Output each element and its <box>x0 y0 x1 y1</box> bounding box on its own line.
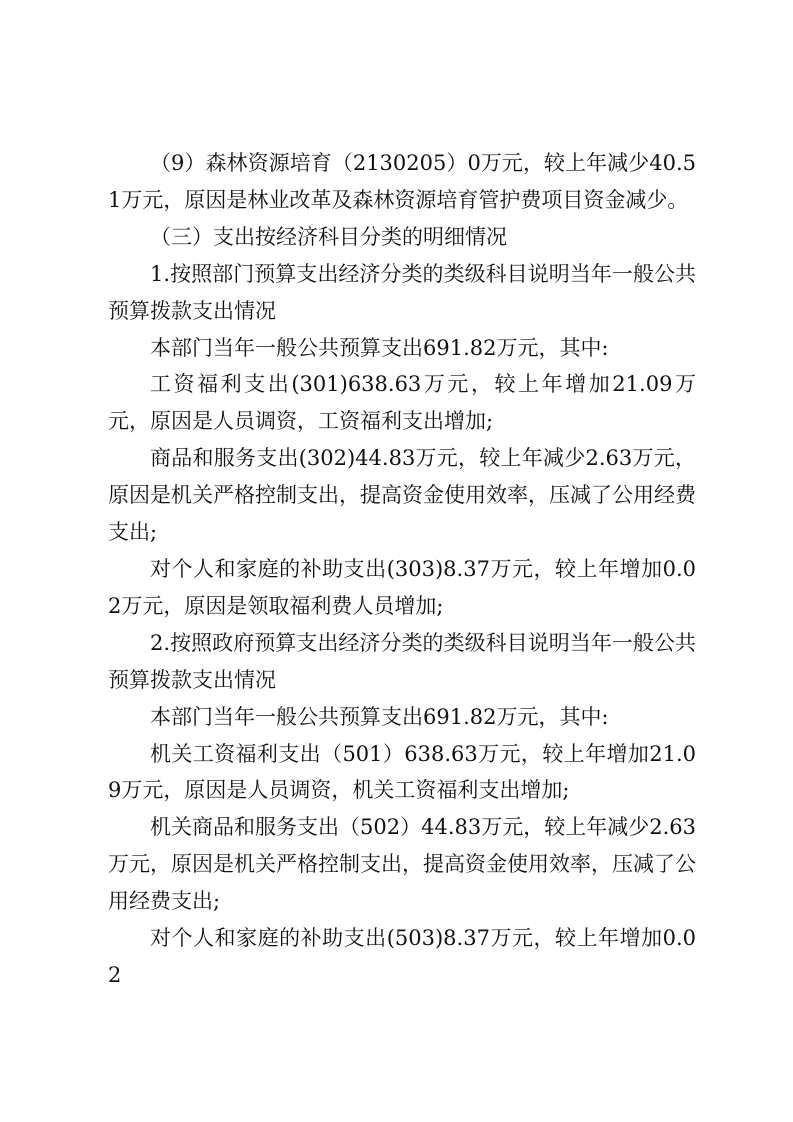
paragraph-individual-household-subsidy-503: 对个人和家庭的补助支出(503)8.37万元，较上年增加0.02 <box>108 926 696 987</box>
section-heading-economic-classification: （三）支出按经济科目分类的明细情况 <box>150 224 507 249</box>
paragraph-government-total-expenditure: 本部门当年一般公共预算支出691.82万元，其中: <box>150 704 609 729</box>
subheading-department-budget-classification: 1.按照部门预算支出经济分类的类级科目说明当年一般公共预算拨款支出情况 <box>108 261 696 323</box>
paragraph-agency-goods-services-502: 机关商品和服务支出（502）44.83万元，较上年减少2.63万元，原因是机关严格控制支出，提高资金使用效率，压减了公用经费支出; <box>108 815 696 914</box>
subheading-government-budget-classification: 2.按照政府预算支出经济分类的类级科目说明当年一般公共预算拨款支出情况 <box>108 630 696 692</box>
paragraph-forest-resource-cultivation: （9）森林资源培育（2130205）0万元，较上年减少40.51万元，原因是林业改革及森林资源培育管护费项目资金减少。 <box>108 151 696 212</box>
paragraph-individual-household-subsidy-303: 对个人和家庭的补助支出(303)8.37万元，较上年增加0.02万元，原因是领取福利费人员增加; <box>108 556 696 618</box>
paragraph-department-total-expenditure: 本部门当年一般公共预算支出691.82万元，其中: <box>150 335 609 360</box>
document-body <box>108 145 696 994</box>
paragraph-agency-salary-welfare-501: 机关工资福利支出（501）638.63万元，较上年增加21.09万元，原因是人员调资，机关工资福利支出增加; <box>108 741 696 803</box>
paragraph-goods-services-302: 商品和服务支出(302)44.83万元，较上年减少2.63万元，原因是机关严格控制支出，提高资金使用效率，压减了公用经费支出; <box>108 446 696 545</box>
paragraph-salary-welfare-301: 工资福利支出(301)638.63万元，较上年增加21.09万元，原因是人员调资，工资福利支出增加; <box>108 372 696 434</box>
